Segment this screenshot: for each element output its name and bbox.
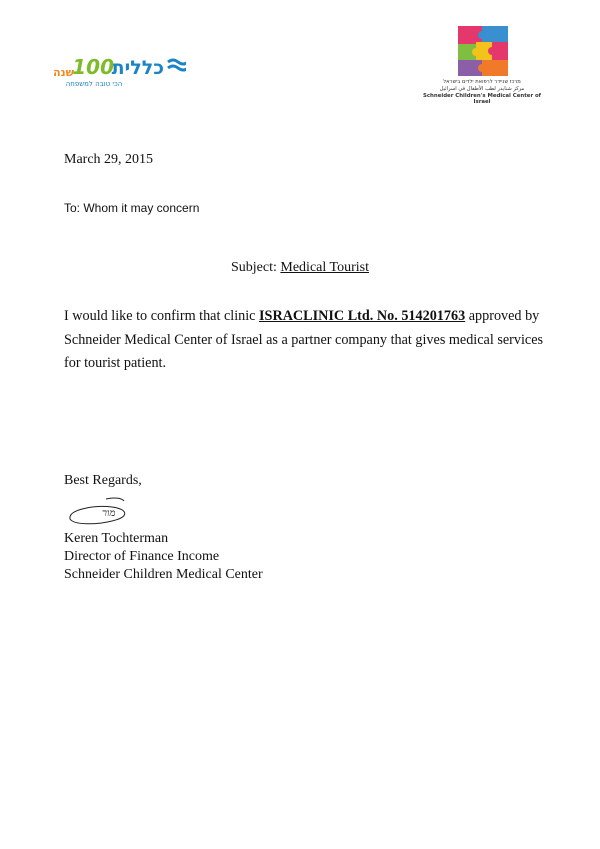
subject-label: Subject:: [231, 260, 281, 275]
schneider-logo: [420, 26, 544, 105]
company-name: ISRACLINIC Ltd. No. 514201763: [259, 308, 466, 324]
clalit-wave-icon: [168, 60, 186, 70]
signer-block: [64, 530, 263, 584]
signature: [66, 495, 144, 529]
brand-text: כללית: [111, 57, 164, 79]
body-text-end: approved by Schneider Medical Center of Israel as a partner company that gives medical services for tourist patient.: [64, 308, 544, 371]
logo-hebrew-text: מרכז שניידר לרפואת ילדים בישראל: [443, 79, 521, 85]
body-text-start: I would like to confirm that clinic: [64, 308, 260, 324]
signer-organization: Schneider Children Medical Center: [64, 567, 263, 582]
letter-recipient: To: Whom it may concern: [64, 201, 200, 215]
clalit-logo: [44, 50, 186, 90]
tagline: הכי טובה למשפחה: [65, 80, 123, 88]
closing: Best Regards,: [64, 473, 142, 488]
logo-arabic-text: مركز شنايدر لطب الأطفال في اسرائيل: [439, 86, 525, 92]
puzzle-icon: [458, 26, 508, 76]
anniversary-word: שנה: [53, 66, 74, 79]
anniversary-number: 100: [72, 55, 114, 79]
logo-english-text: Schneider Children's Medical Center of Israel: [422, 93, 542, 105]
signer-title: Director of Finance Income: [64, 549, 220, 564]
letter-date: March 29, 2015: [64, 152, 154, 167]
subject-value: Medical Tourist: [280, 260, 369, 275]
letter-subject: [0, 260, 600, 276]
signer-name: Keren Tochterman: [64, 531, 169, 546]
svg-text:מור: מור: [102, 508, 116, 519]
letter-body: [64, 305, 554, 376]
